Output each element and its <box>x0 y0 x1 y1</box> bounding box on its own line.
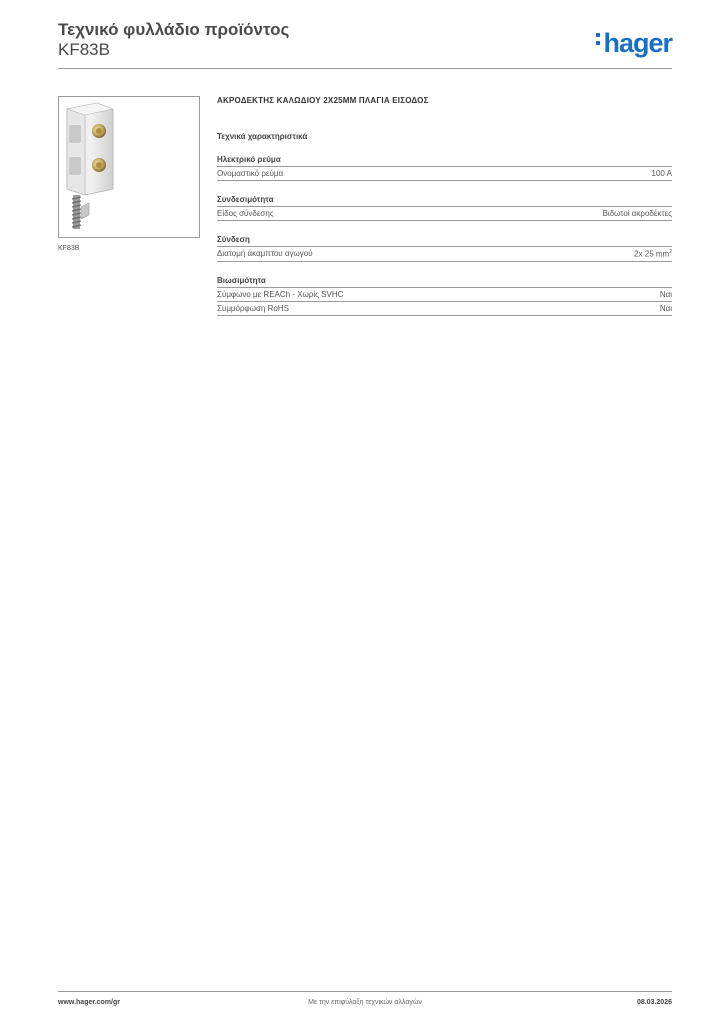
header-divider <box>58 68 672 69</box>
terminal-block-icon <box>59 97 199 237</box>
spec-label: Ονομαστικό ρεύμα <box>217 169 284 178</box>
page-header <box>58 20 672 60</box>
product-code: KF83B <box>58 40 110 59</box>
spec-value: Ναι <box>659 289 672 299</box>
spec-value: 100 A <box>651 169 672 178</box>
product-image <box>58 96 200 238</box>
spec-label: Συμμόρφωση RoHS <box>217 303 289 313</box>
footer-date: 08.03.2026 <box>636 999 672 1006</box>
logo-text: hager <box>603 28 672 58</box>
spec-value: Βιδωτοί ακροδέκτες <box>602 209 672 218</box>
spec-value: Ναι <box>659 303 672 313</box>
spec-row <box>217 288 672 302</box>
spec-group-electrical <box>217 155 672 181</box>
spec-value-with-unit <box>634 249 672 259</box>
footer-divider <box>58 991 672 992</box>
spec-group-title: Βιωσιμότητα <box>217 276 672 288</box>
image-caption: KF83B <box>58 245 80 252</box>
section-title: Τεχνικά χαρακτηριστικά <box>217 132 308 141</box>
spec-group-title: Ηλεκτρικό ρεύμα <box>217 155 672 167</box>
spec-row <box>217 247 672 262</box>
spec-group-connection <box>217 235 672 262</box>
product-name: ΑΚΡΟΔΕΚΤΗΣ ΚΑΛΩΔΙΟΥ 2Χ25ΜΜ ΠΛΑΓΙΑ ΕΙΣΟΔΟΣ <box>217 96 429 105</box>
spec-group-sustainability <box>217 276 672 316</box>
spec-label: Διατομή άκαμπτου αγωγού <box>217 249 313 258</box>
unit-superscript: 2 <box>669 249 672 255</box>
spec-row <box>217 302 672 316</box>
footer-notice: Με την επιφύλαξη τεχνικών αλλαγών <box>308 999 422 1006</box>
spec-value: 2x 25 mm <box>634 249 670 259</box>
spec-row <box>217 207 672 221</box>
document-title: Τεχνικό φυλλάδιο προϊόντος <box>58 20 290 39</box>
product-details <box>217 96 672 316</box>
logo-dots-icon <box>596 33 600 49</box>
spec-group-title: Συνδεσιμότητα <box>217 195 672 207</box>
spec-row <box>217 167 672 181</box>
spec-label: Σύμφωνο με REACh - Χωρίς SVHC <box>217 289 344 299</box>
spec-group-title: Σύνδεση <box>217 235 672 247</box>
website-link[interactable]: www.hager.com/gr <box>58 999 120 1006</box>
hager-logo[interactable] <box>596 28 672 59</box>
spec-group-connectivity <box>217 195 672 221</box>
spec-label: Είδος σύνδεσης <box>217 209 274 218</box>
